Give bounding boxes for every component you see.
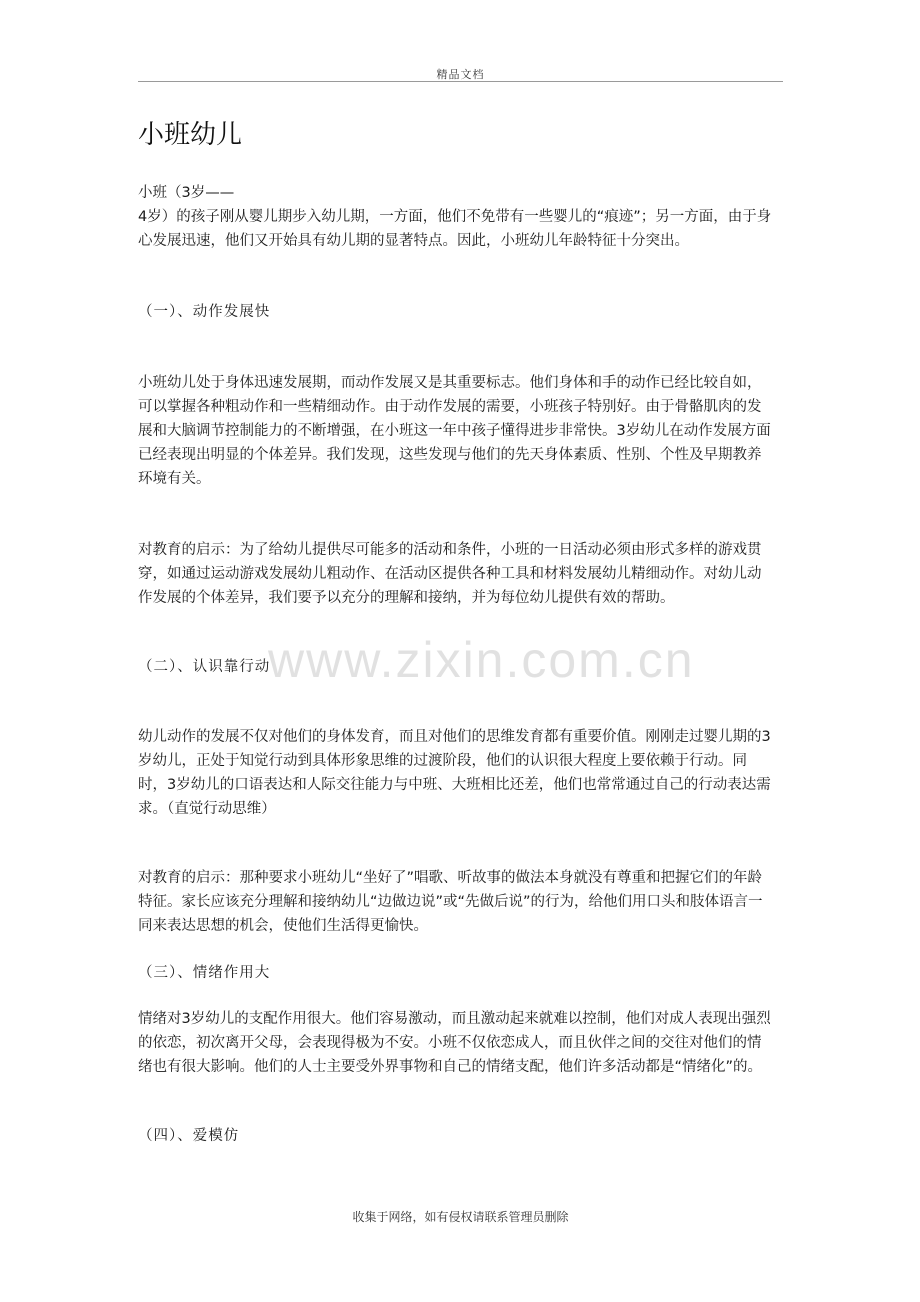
section-heading-2: （二）、认识靠行动 [138, 659, 271, 675]
section-2-paragraph-2: 对教育的启示：那种要求小班幼儿“坐好了”唱歌、听故事的做法本身就没有尊重和把握它们的年龄特征。家长应该充分理解和接纳幼儿“边做边说”或“先做后说”的行为，给他们用口头和肢体语言一同来表达思想的机会，使他们生活得更愉快。 [138, 870, 763, 934]
intro-paragraph [138, 181, 774, 253]
intro-line-rest: 4岁）的孩子刚从婴儿期步入幼儿期，一方面，他们不免带有一些婴儿的“痕迹”；另一方面，由于身心发展迅速，他们又开始具有幼儿期的显著特点。因此，小班幼儿年龄特征十分突出。 [138, 209, 772, 249]
watermark-text: www.zixin.com.cn [268, 632, 695, 688]
document-title: 小班幼儿 [138, 120, 243, 150]
page-header-label: 精品文档 [436, 68, 485, 81]
section-2-paragraph-1: 幼儿动作的发展不仅对他们的身体发育，而且对他们的思维发育都有重要价值。刚刚走过婴儿期的3岁幼儿，正处于知觉行动到具体形象思维的过渡阶段，他们的认识很大程度上要依赖于行动。同时，3岁幼儿的口语表达和人际交往能力与中班、大班相比还差，他们也常常通过自己的行动表达需求。（直觉行动思维） [138, 729, 771, 817]
section-heading-4: （四）、爱模仿 [138, 1128, 240, 1144]
header-divider [138, 81, 783, 82]
intro-line-1: 小班（3岁—— [138, 185, 235, 201]
section-heading-3: （三）、情绪作用大 [138, 965, 271, 981]
section-heading-1: （一）、动作发展快 [138, 304, 271, 320]
page-footer-label: 收集于网络，如有侵权请联系管理员删除 [352, 1210, 569, 1224]
section-3-paragraph-1: 情绪对3岁幼儿的支配作用很大。他们容易激动，而且激动起来就难以控制，他们对成人表现出强烈的依恋，初次离开父母，会表现得极为不安。小班不仅依恋成人，而且伙伴之间的交往对他们的情绪也有很大影响。他们的人士主要受外界事物和自己的情绪支配，他们许多活动都是“情绪化”的。 [138, 1011, 771, 1075]
section-1-paragraph-2: 对教育的启示：为了给幼儿提供尽可能多的活动和条件，小班的一日活动必须由形式多样的游戏贯穿，如通过运动游戏发展幼儿粗动作、在活动区提供各种工具和材料发展幼儿精细动作。对幼儿动作发展的个体差异，我们要予以充分的理解和接纳，并为每位幼儿提供有效的帮助。 [138, 542, 762, 606]
section-1-paragraph-1: 小班幼儿处于身体迅速发展期，而动作发展又是其重要标志。他们身体和手的动作已经比较自如，可以掌握各种粗动作和一些精细动作。由于动作发展的需要，小班孩子特别好。由于骨骼肌肉的发展和大脑调节控制能力的不断增强，在小班这一年中孩子懂得进步非常快。3岁幼儿在动作发展方面已经表现出明显的个体差异。我们发现，这些发现与他们的先天身体素质、性别、个性及早期教养环境有关。 [138, 375, 771, 487]
